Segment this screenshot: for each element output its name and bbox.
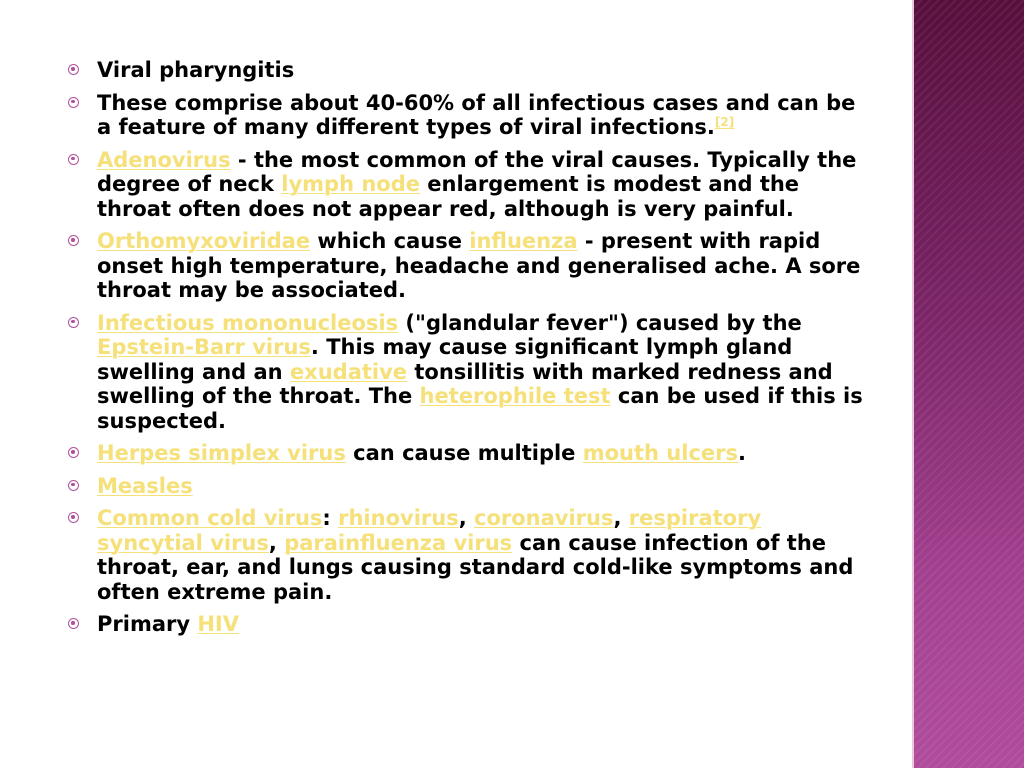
bullet-text: can be used if this is suspected. xyxy=(97,384,863,433)
link-orthomyxoviridae[interactable]: Orthomyxoviridae xyxy=(97,229,311,253)
bullet-list xyxy=(66,58,866,637)
bullet-text: : xyxy=(322,506,339,530)
bullet-text: - the most common of the viral causes. Typically the degree of neck xyxy=(97,147,857,196)
link-rhinovirus[interactable]: rhinovirus xyxy=(338,506,459,530)
list-item xyxy=(66,506,866,604)
link-exudative[interactable]: exudative xyxy=(289,359,408,384)
link-mouth-ulcers[interactable]: mouth ulcers xyxy=(582,441,739,465)
link-infectious-mononucleosis[interactable]: Infectious mononucleosis xyxy=(97,310,399,335)
link-heterophile-test[interactable]: heterophile test xyxy=(419,384,611,408)
circle-bullet-icon xyxy=(68,64,79,75)
link-adenovirus[interactable]: Adenovirus xyxy=(97,147,231,172)
circle-bullet-icon xyxy=(68,317,79,328)
link-measles[interactable]: Measles xyxy=(97,473,193,498)
list-item xyxy=(66,612,866,637)
circle-bullet-icon xyxy=(68,447,79,458)
reference-link[interactable]: [2] xyxy=(714,115,735,129)
bullet-text: can cause multiple xyxy=(345,441,583,465)
bullet-text: , xyxy=(268,530,285,555)
link-herpes-simplex-virus[interactable]: Herpes simplex virus xyxy=(97,441,346,465)
link-coronavirus[interactable]: coronavirus xyxy=(474,506,614,530)
bullet-text: Primary xyxy=(97,612,198,636)
link-influenza[interactable]: influenza xyxy=(469,229,578,253)
bullet-text: , xyxy=(613,506,629,530)
bullet-text: These comprise about 40-60% of all infectious cases and can be a feature of many different types of viral infections. xyxy=(97,90,856,139)
bullet-text: enlargement is modest and the throat often does not appear red, although is very painful. xyxy=(97,172,800,221)
bullet-text: Viral pharyngitis xyxy=(97,58,295,82)
circle-bullet-icon xyxy=(68,154,79,165)
bullet-text: , xyxy=(458,506,474,530)
list-item xyxy=(66,441,866,466)
link-parainfluenza-virus[interactable]: parainfluenza virus xyxy=(284,530,513,555)
bullet-text: can cause infection of the throat, ear, and lungs causing standard cold-like symptoms and often extreme pain. xyxy=(97,530,854,604)
link-lymph-node[interactable]: lymph node xyxy=(281,172,420,196)
list-item xyxy=(66,148,866,222)
bullet-text: tonsillitis with marked redness and swelling of the throat. The xyxy=(97,359,833,408)
link-hiv[interactable]: HIV xyxy=(197,612,240,636)
link-respiratory-syncytial-virus[interactable]: respiratory syncytial virus xyxy=(97,506,762,555)
circle-bullet-icon xyxy=(68,235,79,246)
bullet-text: . This may cause significant lymph gland swelling and an xyxy=(97,335,793,384)
link-epstein-barr-virus[interactable]: Epstein-Barr virus xyxy=(97,335,311,359)
slide-content xyxy=(66,58,866,645)
bullet-text: which cause xyxy=(310,229,470,253)
circle-bullet-icon xyxy=(68,97,79,108)
circle-bullet-icon xyxy=(68,512,79,523)
list-item xyxy=(66,91,866,140)
circle-bullet-icon xyxy=(68,618,79,629)
list-item xyxy=(66,229,866,303)
bullet-text: - present with rapid onset high temperature, headache and generalised ache. A sore throat may be associated. xyxy=(97,229,861,302)
sidebar-edge xyxy=(912,0,914,768)
list-item xyxy=(66,58,866,83)
circle-bullet-icon xyxy=(68,480,79,491)
list-item xyxy=(66,474,866,499)
decorative-sidebar xyxy=(912,0,1024,768)
link-common-cold-virus[interactable]: Common cold virus xyxy=(97,506,323,530)
list-item xyxy=(66,311,866,434)
bullet-text: . xyxy=(738,441,746,465)
bullet-text: ("glandular fever") caused by the xyxy=(398,310,802,335)
